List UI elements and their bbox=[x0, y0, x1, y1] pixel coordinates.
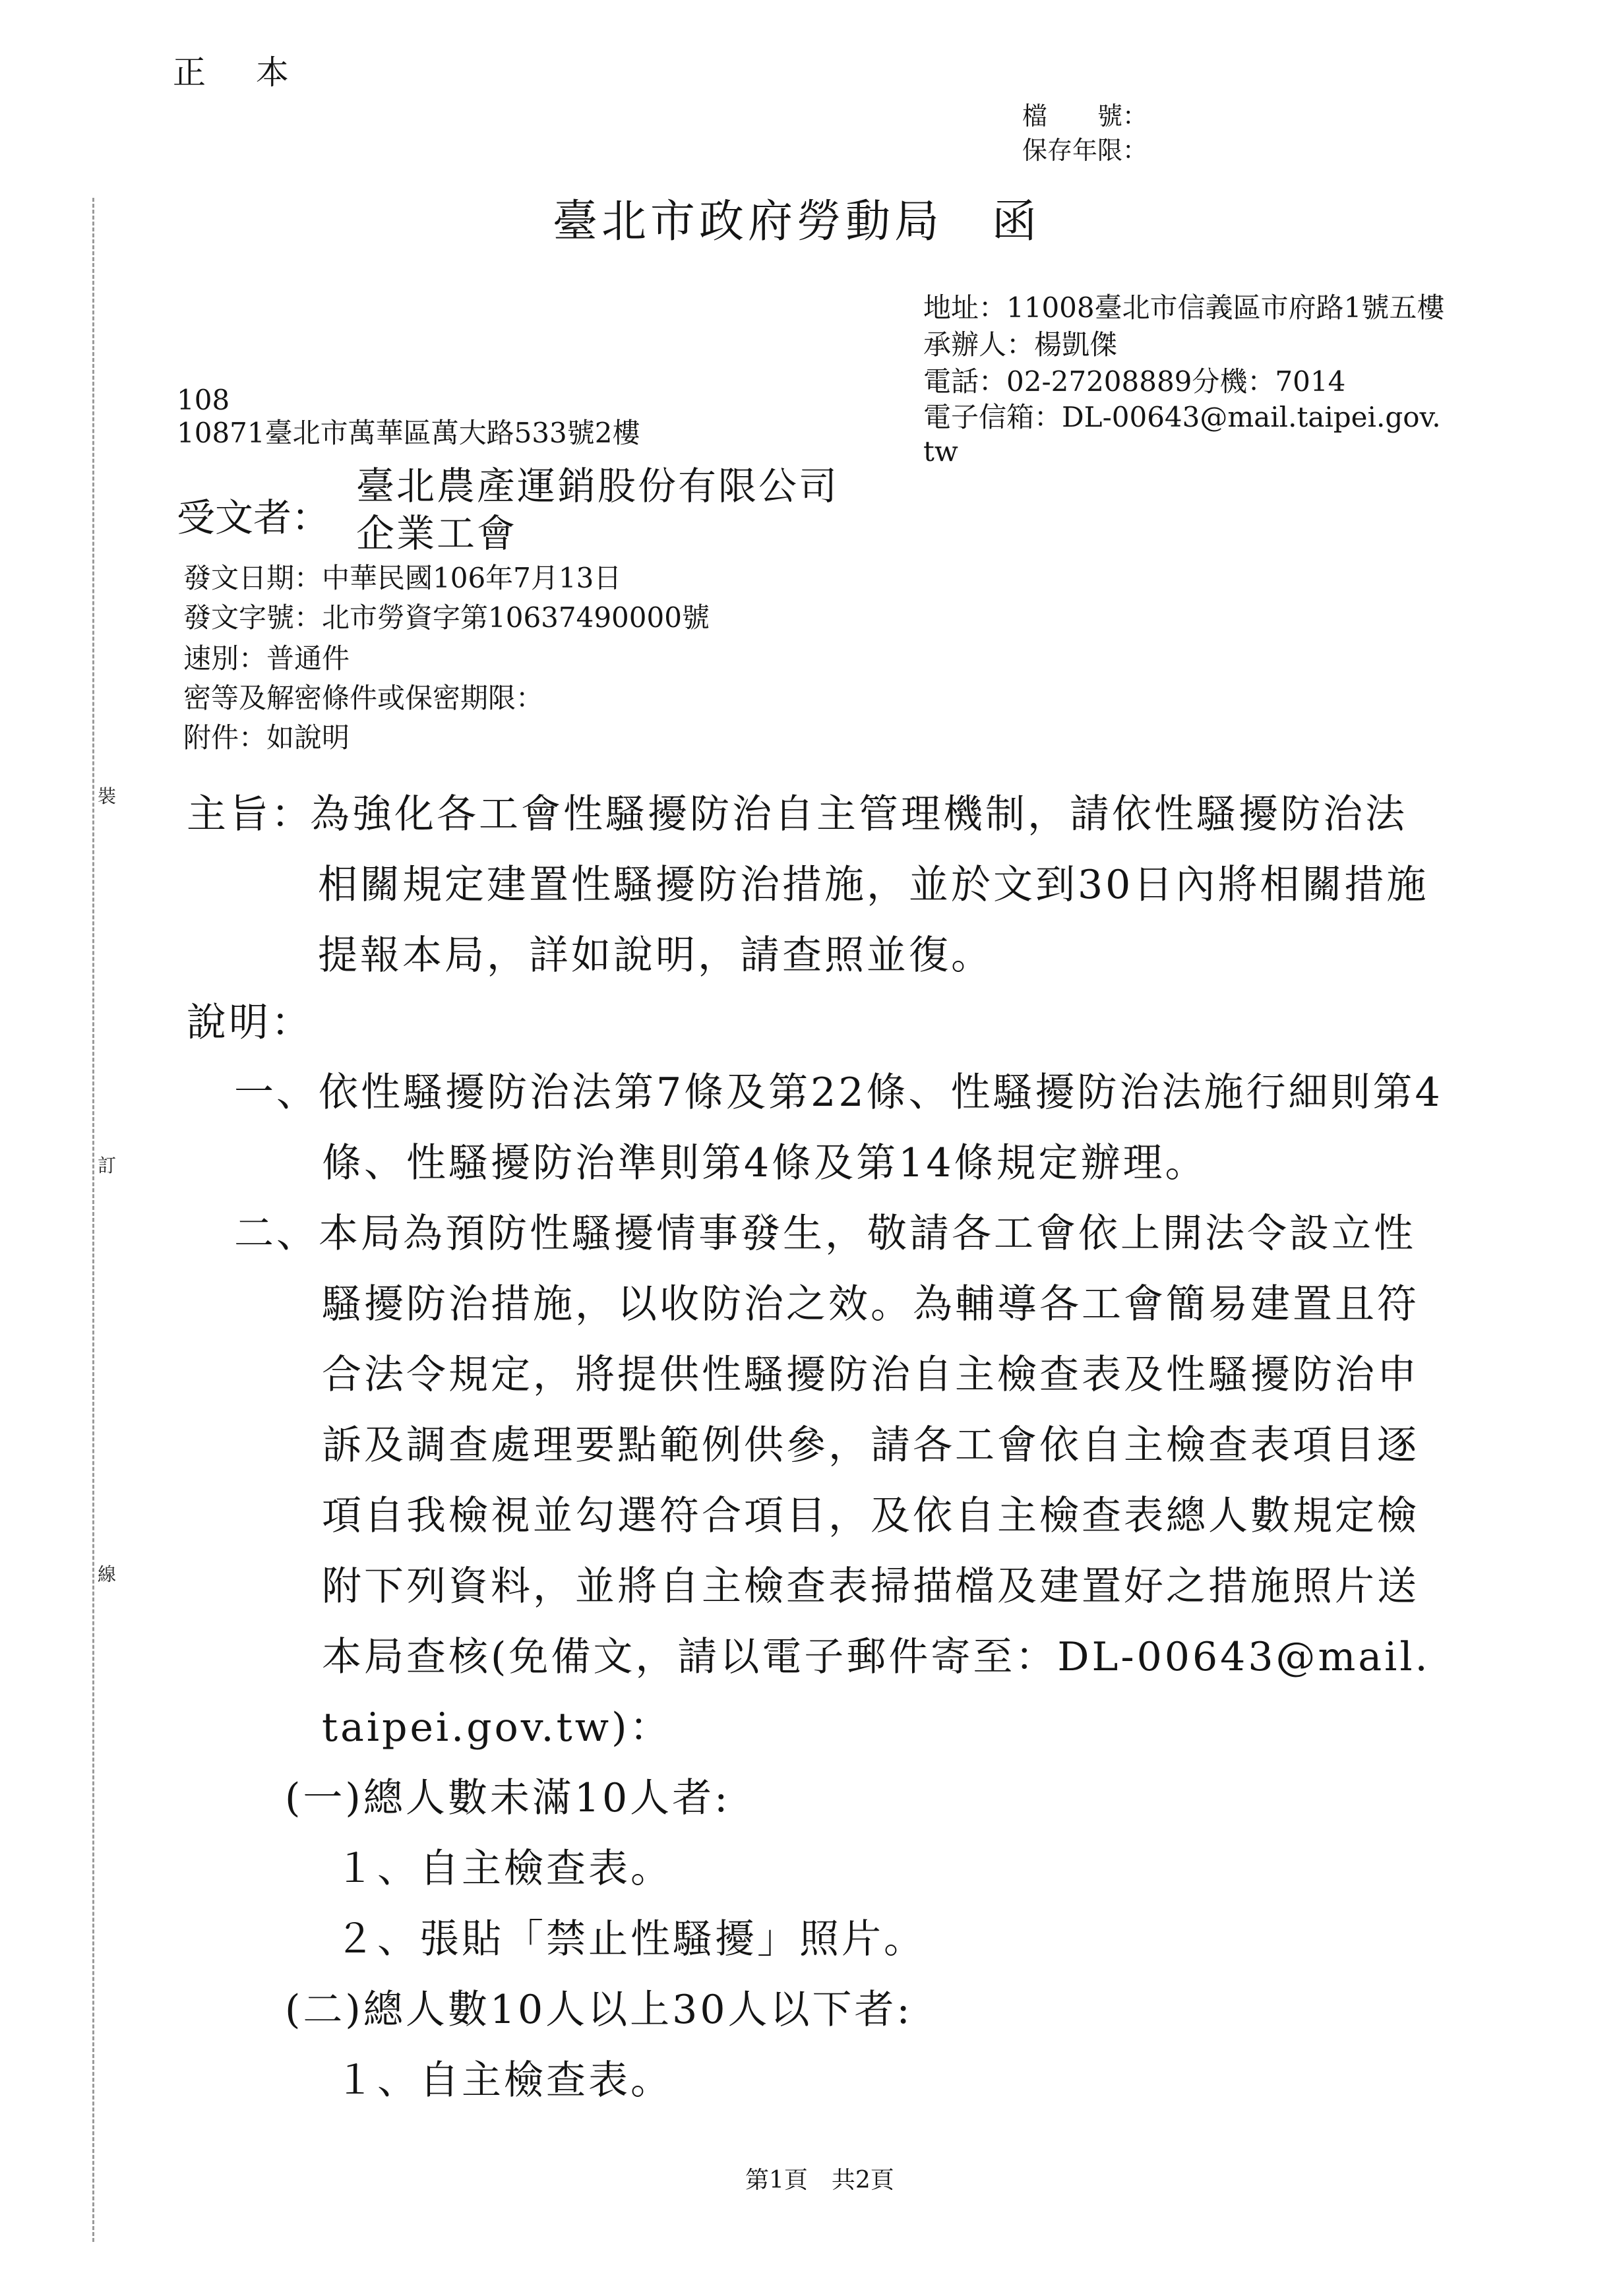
explanation-item-1: 一、依性騷擾防治法第7條及第22條、性騷擾防治法施行細則第4 bbox=[234, 1070, 1443, 1116]
sender-phone: 電話：02-27208889分機：7014 bbox=[923, 365, 1346, 398]
explanation-label: 說明： bbox=[187, 1000, 313, 1046]
sub-item-1-entry: １、自主檢查表。 bbox=[335, 1846, 673, 1892]
file-number-label: 檔 號： bbox=[1022, 102, 1148, 131]
recipient-postal-code: 108 bbox=[177, 384, 230, 416]
explanation-item-2-continued: taipei.gov.tw)： bbox=[322, 1705, 672, 1751]
binding-margin-line bbox=[92, 198, 94, 2242]
document-number: 發文字號：北市勞資字第10637490000號 bbox=[183, 601, 710, 634]
secrecy-level: 密等及解密條件或保密期限： bbox=[183, 682, 544, 714]
retention-period-label: 保存年限： bbox=[1022, 136, 1148, 165]
explanation-item-2-continued: 項自我檢視並勾選符合項目，及依自主檢查表總人數規定檢 bbox=[322, 1493, 1419, 1539]
recipient-label: 受文者： bbox=[177, 495, 330, 540]
subject-text: 為強化各工會性騷擾防治自主管理機制，請依性騷擾防治法 bbox=[310, 791, 1407, 837]
sub-item-1: (一)總人數未滿10人者: bbox=[285, 1775, 731, 1821]
sub-item-2-entry: １、自主檢查表。 bbox=[335, 2057, 673, 2103]
explanation-item-2-continued: 本局查核(免備文，請以電子郵件寄至：DL-00643@mail. bbox=[322, 1634, 1430, 1680]
attachment: 附件：如說明 bbox=[183, 721, 350, 754]
explanation-item-1-continued: 條、性騷擾防治準則第4條及第14條規定辦理。 bbox=[322, 1140, 1208, 1186]
page-footer: 第1頁 共2頁 bbox=[745, 2167, 894, 2194]
copy-mark: 正 本 bbox=[173, 53, 309, 92]
margin-mark-staple: 訂 bbox=[98, 1147, 116, 1182]
document-title: 臺北市政府勞動局 函 bbox=[553, 196, 1041, 248]
subject-text-line: 提報本局，詳如說明，請查照並復。 bbox=[318, 932, 993, 979]
subject-label: 主旨： bbox=[187, 791, 313, 837]
recipient-name: 臺北農產運銷股份有限公司 bbox=[356, 464, 840, 508]
explanation-item-2: 二、本局為預防性騷擾情事發生，敬請各工會依上開法令設立性 bbox=[234, 1211, 1416, 1257]
sub-item-2: (二)總人數10人以上30人以下者: bbox=[285, 1987, 913, 2033]
explanation-item-2-continued: 附下列資料，並將自主檢查表掃描檔及建置好之措施照片送 bbox=[322, 1563, 1419, 1610]
sender-address: 地址：11008臺北市信義區市府路1號五樓 bbox=[923, 291, 1445, 324]
explanation-item-2-continued: 訴及調查處理要點範例供參，請各工會依自主檢查表項目逐 bbox=[322, 1422, 1419, 1468]
subject-text-line: 相關規定建置性騷擾防治措施，並於文到30日內將相關措施 bbox=[318, 862, 1429, 908]
sender-email-continued: tw bbox=[923, 435, 958, 468]
recipient-name-continued: 企業工會 bbox=[356, 511, 518, 556]
contact-person: 承辦人：楊凱傑 bbox=[923, 328, 1118, 361]
sub-item-1-entry: ２、張貼「禁止性騷擾」照片。 bbox=[335, 1916, 926, 1962]
issue-date: 發文日期：中華民國106年7月13日 bbox=[183, 562, 622, 594]
recipient-address: 10871臺北市萬華區萬大路533號2樓 bbox=[177, 417, 640, 449]
margin-mark-bind: 裝 bbox=[98, 778, 116, 812]
explanation-item-2-continued: 騷擾防治措施，以收防治之效。為輔導各工會簡易建置且符 bbox=[322, 1281, 1419, 1327]
sender-email: 電子信箱：DL-00643@mail.taipei.gov. bbox=[923, 401, 1441, 433]
explanation-item-2-continued: 合法令規定，將提供性騷擾防治自主檢查表及性騷擾防治申 bbox=[322, 1352, 1419, 1398]
delivery-speed: 速別：普通件 bbox=[183, 642, 350, 675]
margin-mark-line: 線 bbox=[98, 1556, 116, 1590]
